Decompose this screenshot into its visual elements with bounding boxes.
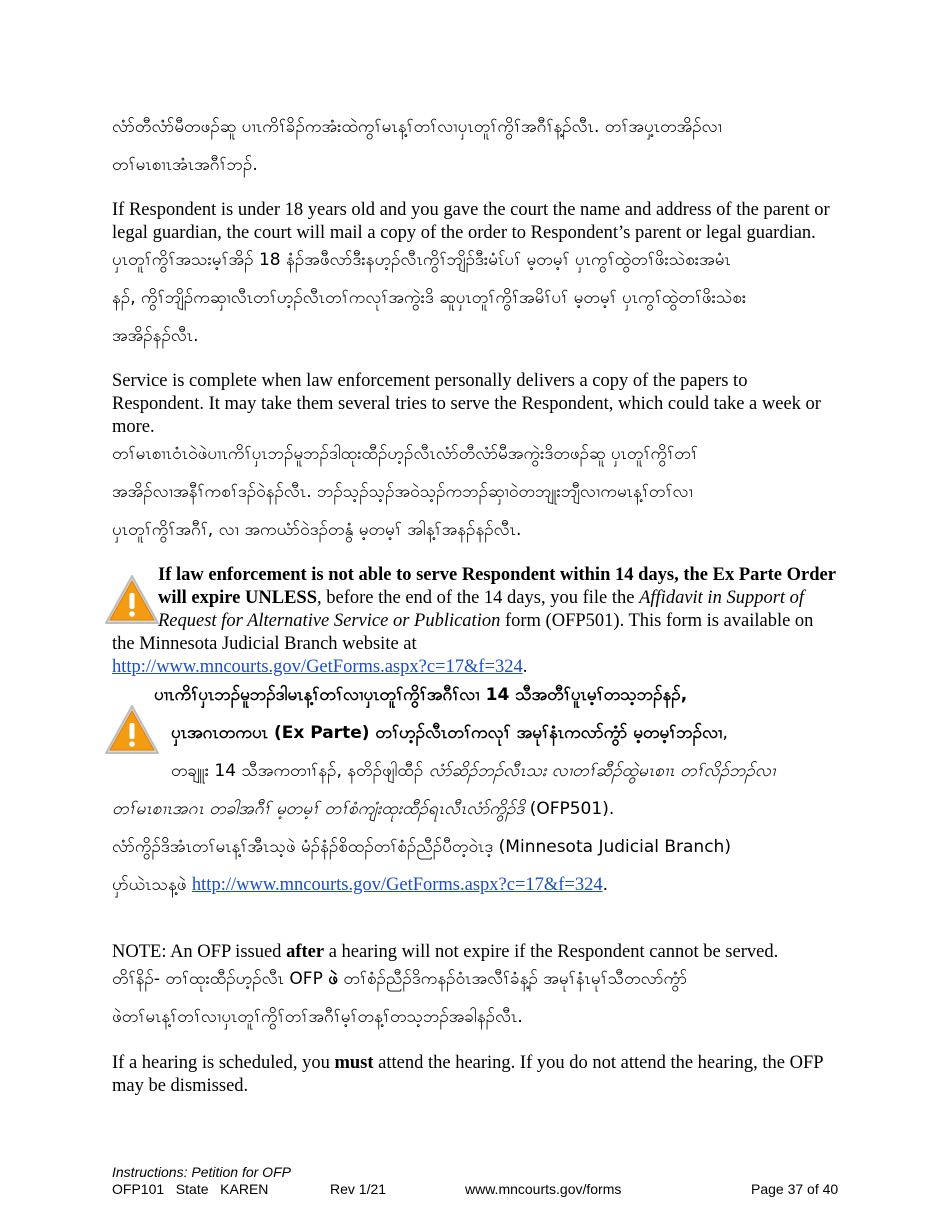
karen-line: လံာ်တီလံာ်မီတဖၣ်ဆူ ပၢၤကိၢ်ခိၣ်ကအံးထဲကွၢ်မၤန့ၢ်တၢ်လၢပှၤတူၢ်ကွိၢ်အဂီၢ်န့ၣ်လီၤ. တၢ်အပှ့ၤတအိၣ်လၢ <box>112 117 723 137</box>
warning-triangle-icon <box>103 703 161 757</box>
karen-warning-line-3 <box>171 752 841 790</box>
karen-warning-line-6 <box>112 866 842 904</box>
karen-line: တၢ်မၤစၢၤဝံၤဝဲဖဲပၢၤကိၢ်ပှၤဘၣ်မူဘၣ်ဒါထုးထီၣ်ဟ့ၣ်လီၤလံာ်တီလံာ်မီအကွဲးဒိတဖၣ်ဆူ ပှၤတူၢ်ကွိၢ်တၢ် <box>112 444 698 464</box>
getforms-link[interactable]: http://www.mncourts.gov/GetForms.aspx?c=17&f=324 <box>191 875 603 895</box>
warning-text: , before the end of the 14 days, you file the <box>316 588 640 608</box>
karen-warning-bold-line-1: ပၢၤကိၢ်ပှၤဘၣ်မူဘၣ်ဒါမၤန့ၢ်တၢ်လၢပှၤတူၢ်ကွိၢ်အဂီၢ်လၢ 14 သီအတီၢ်ပူၤမ့ၢ်တသ့ဘၣ်နၣ်, <box>154 685 688 705</box>
footer-revision: Rev 1/21 <box>330 1181 387 1197</box>
karen-warning-line-5: လံာ်ကွိၣ်ဒိအံၤတၢ်မၤန့ၢ်အီၤသ့ဖဲ မံၣ်နံၣ်စိထၣ်တၢ်စံၣ်ညီၣ်ပီတ့ဝဲၤဒ့ (Minnesota Judicial Branch) <box>112 837 731 857</box>
karen-line: အအိၣ်လၢအနီၢ်ကစၢ်ဒၣ်ဝဲနၣ်လီၤ. ဘၣ်သ့ၣ်သ့ၣ်အဝဲသ့ၣ်ကဘၣ်ဆှၢဝဲတဘျုးဘျီလၢကမၤန့ၢ်တၢ်လၢ <box>112 482 693 502</box>
period: . <box>522 657 528 677</box>
english-paragraph-minor-respondent: If Respondent is under 18 years old and you gave the court the name and address of the parent or legal guardian, the court will mail a copy of the order to Respondent’s parent or legal guardian. <box>112 200 830 243</box>
karen-line: အအိၣ်နၣ်လီၤ. <box>112 326 199 346</box>
footer-title: Instructions: Petition for OFP <box>112 1164 291 1180</box>
warning-bold-text: If law enforcement is not able to serve Respondent within 14 days, the Ex Parte Order will expire UNLESS <box>158 565 836 608</box>
karen-line: တၢ်မၤစၢၤအံၤအဂီၢ်ဘၣ်. <box>112 155 258 175</box>
icon-spacer <box>112 564 158 630</box>
hearing-text: If a hearing is scheduled, you <box>112 1053 335 1073</box>
karen-paragraph-service-complete <box>112 435 838 549</box>
karen-line: နၣ်, ကွိၢ်ဘျိၣ်ကဆှၢလီၤတၢ်ဟ့ၣ်လီၤတၢ်ကလုၢ်အကွဲးဒိ ဆူပှၤတူၢ်ကွိၢ်အမိၢ်ပၢ် မ့တမ့ၢ် ပှၤကွၢ်ထွဲတၢ်ဖိးသဲစး <box>112 288 747 308</box>
form-number: (OFP501). <box>524 799 615 819</box>
karen-affidavit-form-name: တၢ်မၤစၢၤအဂၤ တခါအဂီၢ် မ့တမ့ၢ် တၢ်စံကျံးထုးထီၣ်ရၤလီၤလံာ်ကွိၣ်ဒိ <box>112 799 525 819</box>
karen-line <box>112 960 838 998</box>
karen-bold: ဖဲ <box>328 969 338 989</box>
karen-paragraph-1 <box>112 108 838 184</box>
getforms-link[interactable]: http://www.mncourts.gov/GetForms.aspx?c=17&f=324 <box>112 657 523 677</box>
karen-warning-bold-line-2: ပှၤအဂၤတကပၤ (Ex Parte) တၢ်ဟ့ၣ်လီၤတၢ်ကလုၢ် အမုၢ်နံၤကလာ်ကွံာ် မ့တမ့ၢ်ဘၣ်လၢ <box>171 723 723 743</box>
note-bold: after <box>286 942 325 962</box>
note-text: a hearing will not expire if the Respondent cannot be served. <box>324 942 779 962</box>
period: . <box>602 875 609 895</box>
english-paragraph-service-complete: Service is complete when law enforcement personally delivers a copy of the papers to Respondent. It may take them several tries to serve the Respondent, which could take a week or more. <box>112 371 821 437</box>
karen-text: တချူး 14 သီအကတၢၢ်နၣ်, နတိၣ်ဖျါထီၣ် <box>171 761 429 781</box>
karen-line: ပှၤတူၢ်ကွိၢ်အသးမ့ၢ်အိၣ် 18 နံၣ်အဖီလာ်ဒီးနဟ့ၣ်လီၤကွိၢ်ဘျိၣ်ဒီးမံၤ်ပၢ် မ့တမ့ၢ် ပှၤကွၢ်ထွဲတၢ်ဖိးသဲစးအမံၤ <box>112 250 731 270</box>
footer-page-number: Page 37 of 40 <box>751 1181 839 1197</box>
english-warning-paragraph <box>112 564 840 679</box>
karen-text: ပှာ်ယဲၤသန့ဖဲ <box>112 875 192 895</box>
hearing-bold: must <box>334 1053 374 1073</box>
affidavit-form-name: Affidavit in Support of Request for Alternative Service or Publication <box>158 588 805 631</box>
footer-form-id: OFP101 State KAREN <box>112 1181 269 1197</box>
karen-text: တၢ်စံၣ်ညီၣ်ဒိကနၣ်ဝံၤအလီၢ်ခံန့ၣ် အမုၢ်နံၤမုၢ်သီတလာ်ကွံာ် <box>337 969 688 989</box>
karen-warning-line-2 <box>171 714 841 752</box>
warning-text: form (OFP501). This form is available on the Minnesota Judicial Branch website at <box>112 611 814 654</box>
footer-website: www.mncourts.gov/forms <box>465 1181 622 1197</box>
hearing-text: attend the hearing. If you do not attend the hearing, the OFP may be dismissed. <box>112 1053 823 1096</box>
karen-warning-line-4 <box>112 790 842 828</box>
karen-paragraph-minor-respondent <box>112 241 838 355</box>
karen-note-paragraph <box>112 960 838 1036</box>
note-text: NOTE: An OFP issued <box>112 942 287 962</box>
karen-line: ဖဲတၢ်မၤန့ၢ်တၢ်လၢပှၤတူၢ်ကွိၢ်တၢ်အဂီၢ်မ့ၢ်တန့ၢ်တသ့ဘၣ်အခါနၣ်လီၤ. <box>112 1007 523 1027</box>
karen-line: ပှၤတူၢ်ကွိၢ်အဂီၢ်, လၢ အကယံာ်ဝဲဒၣ်တနွံ မ့တမ့ၢ် အါန့ၢ်အနၣ်နၣ်လီၤ. <box>112 520 522 540</box>
karen-affidavit-form-name: လံာ်ဆိၣ်ဘၣ်လီၤသး လၢတၢ်ဆီၣ်ထွဲမၤစၢၤ တၢ်လိၣ်ဘၣ်လၢ <box>428 761 776 781</box>
english-hearing-paragraph <box>112 1052 838 1098</box>
karen-text: တိၢ်နိၣ်- တၢ်ထုးထီၣ်ဟ့ၣ်လီၤ OFP <box>112 969 329 989</box>
comma: , <box>722 723 728 743</box>
